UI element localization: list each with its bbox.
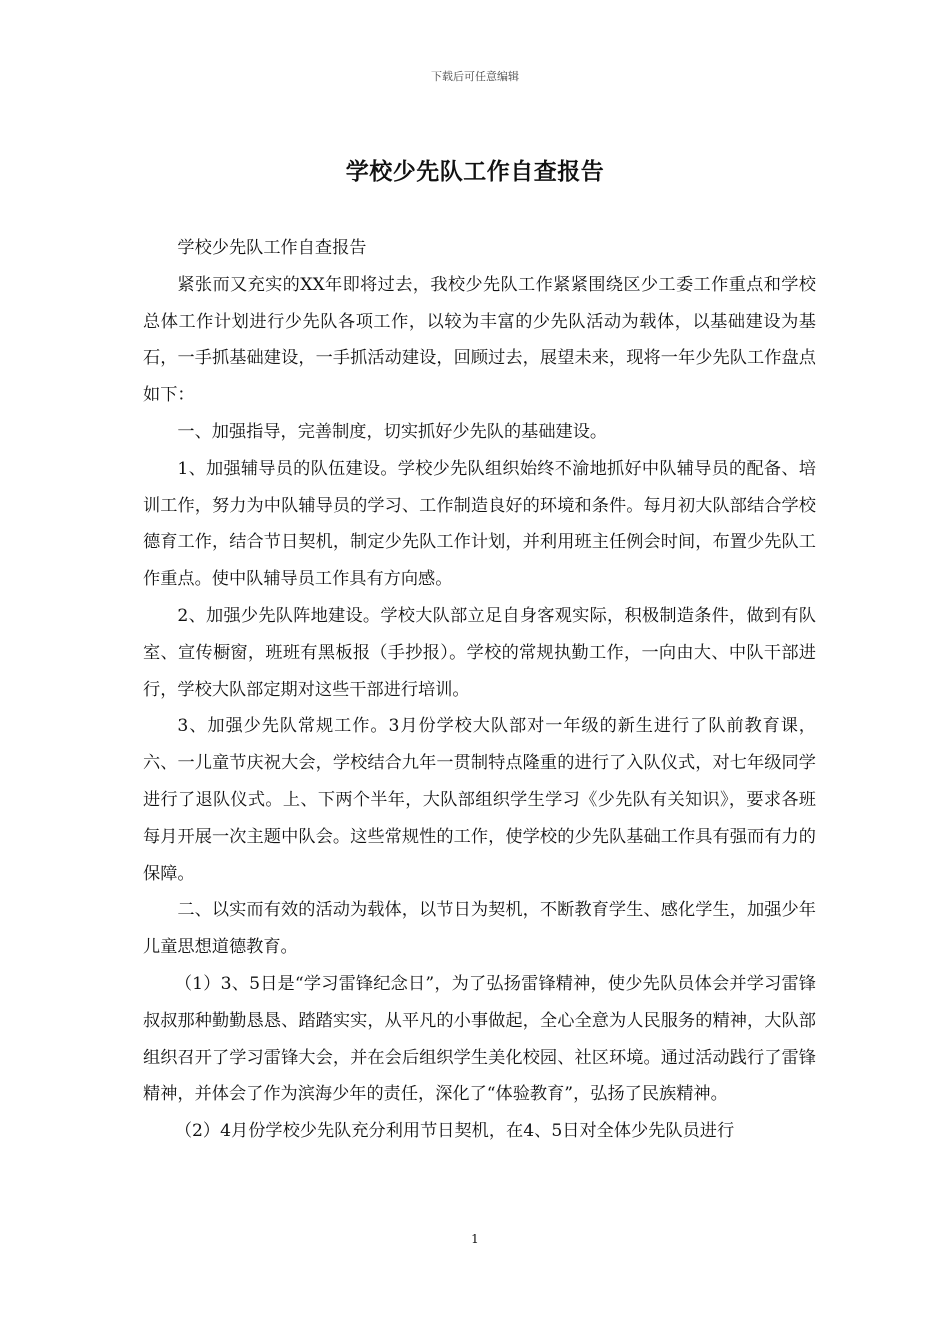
paragraph-activity-2: （2）4月份学校少先队充分利用节日契机，在4、5日对全体少先队员进行 xyxy=(174,1121,735,1142)
paragraph-activity-1: （1）3、5日是“学习雷锋纪念日”，为了弘扬雷锋精神，使少先队员体会并学习雷锋叔叔那种勤勤恳恳、踏踏实实，从平凡的小事做起，全心全意为人民服务的精神，大队部组织召开了学习雷锋大会，并在会后组织学生美化校园、社区环境。通过活动践行了雷锋精神，并体会了作为滨海少年的责任，深化了“体验教育”，弘扬了民族精神。 xyxy=(143,973,816,1105)
paragraph-item-2: 2、加强少先队阵地建设。学校大队部立足自身客观实际，积极制造条件，做到有队室、宣传橱窗，班班有黑板报（手抄报）。学校的常规执勤工作，一向由大、中队干部进行，学校大队部定期对这些干部进行培训。 xyxy=(143,605,816,700)
document-body xyxy=(143,230,816,1150)
page-header-note: 下载后可任意编辑 xyxy=(431,70,519,83)
paragraph-subtitle: 学校少先队工作自查报告 xyxy=(177,238,367,258)
paragraph-item-3: 3、加强少先队常规工作。3月份学校大队部对一年级的新生进行了队前教育课，六、一儿童节庆祝大会，学校结合九年一贯制特点隆重的进行了入队仪式，对七年级同学进行了退队仪式。上、下两个半年，大队部组织学生学习《少先队有关知识》，要求各班每月开展一次主题中队会。这些常规性的工作，使学校的少先队基础工作具有强而有力的保障。 xyxy=(143,716,816,884)
page-number: 1 xyxy=(471,1232,479,1246)
document-title: 学校少先队工作自查报告 xyxy=(345,159,605,185)
paragraph-intro: 紧张而又充实的XX年即将过去，我校少先队工作紧紧围绕区少工委工作重点和学校总体工作计划进行少先队各项工作，以较为丰富的少先队活动为载体，以基础建设为基石，一手抓基础建设，一手抓活动建设，回顾过去，展望未来，现将一年少先队工作盘点如下： xyxy=(143,274,816,406)
paragraph-item-1: 1、加强辅导员的队伍建设。学校少先队组织始终不渝地抓好中队辅导员的配备、培训工作，努力为中队辅导员的学习、工作制造良好的环境和条件。每月初大队部结合学校德育工作，结合节日契机，制定少先队工作计划，并利用班主任例会时间，布置少先队工作重点。使中队辅导员工作具有方向感。 xyxy=(143,458,816,590)
section-heading-2: 二、以实而有效的活动为载体，以节日为契机，不断教育学生、感化学生，加强少年儿童思想道德教育。 xyxy=(143,900,816,958)
section-heading-1: 一、加强指导，完善制度，切实抓好少先队的基础建设。 xyxy=(177,421,608,442)
